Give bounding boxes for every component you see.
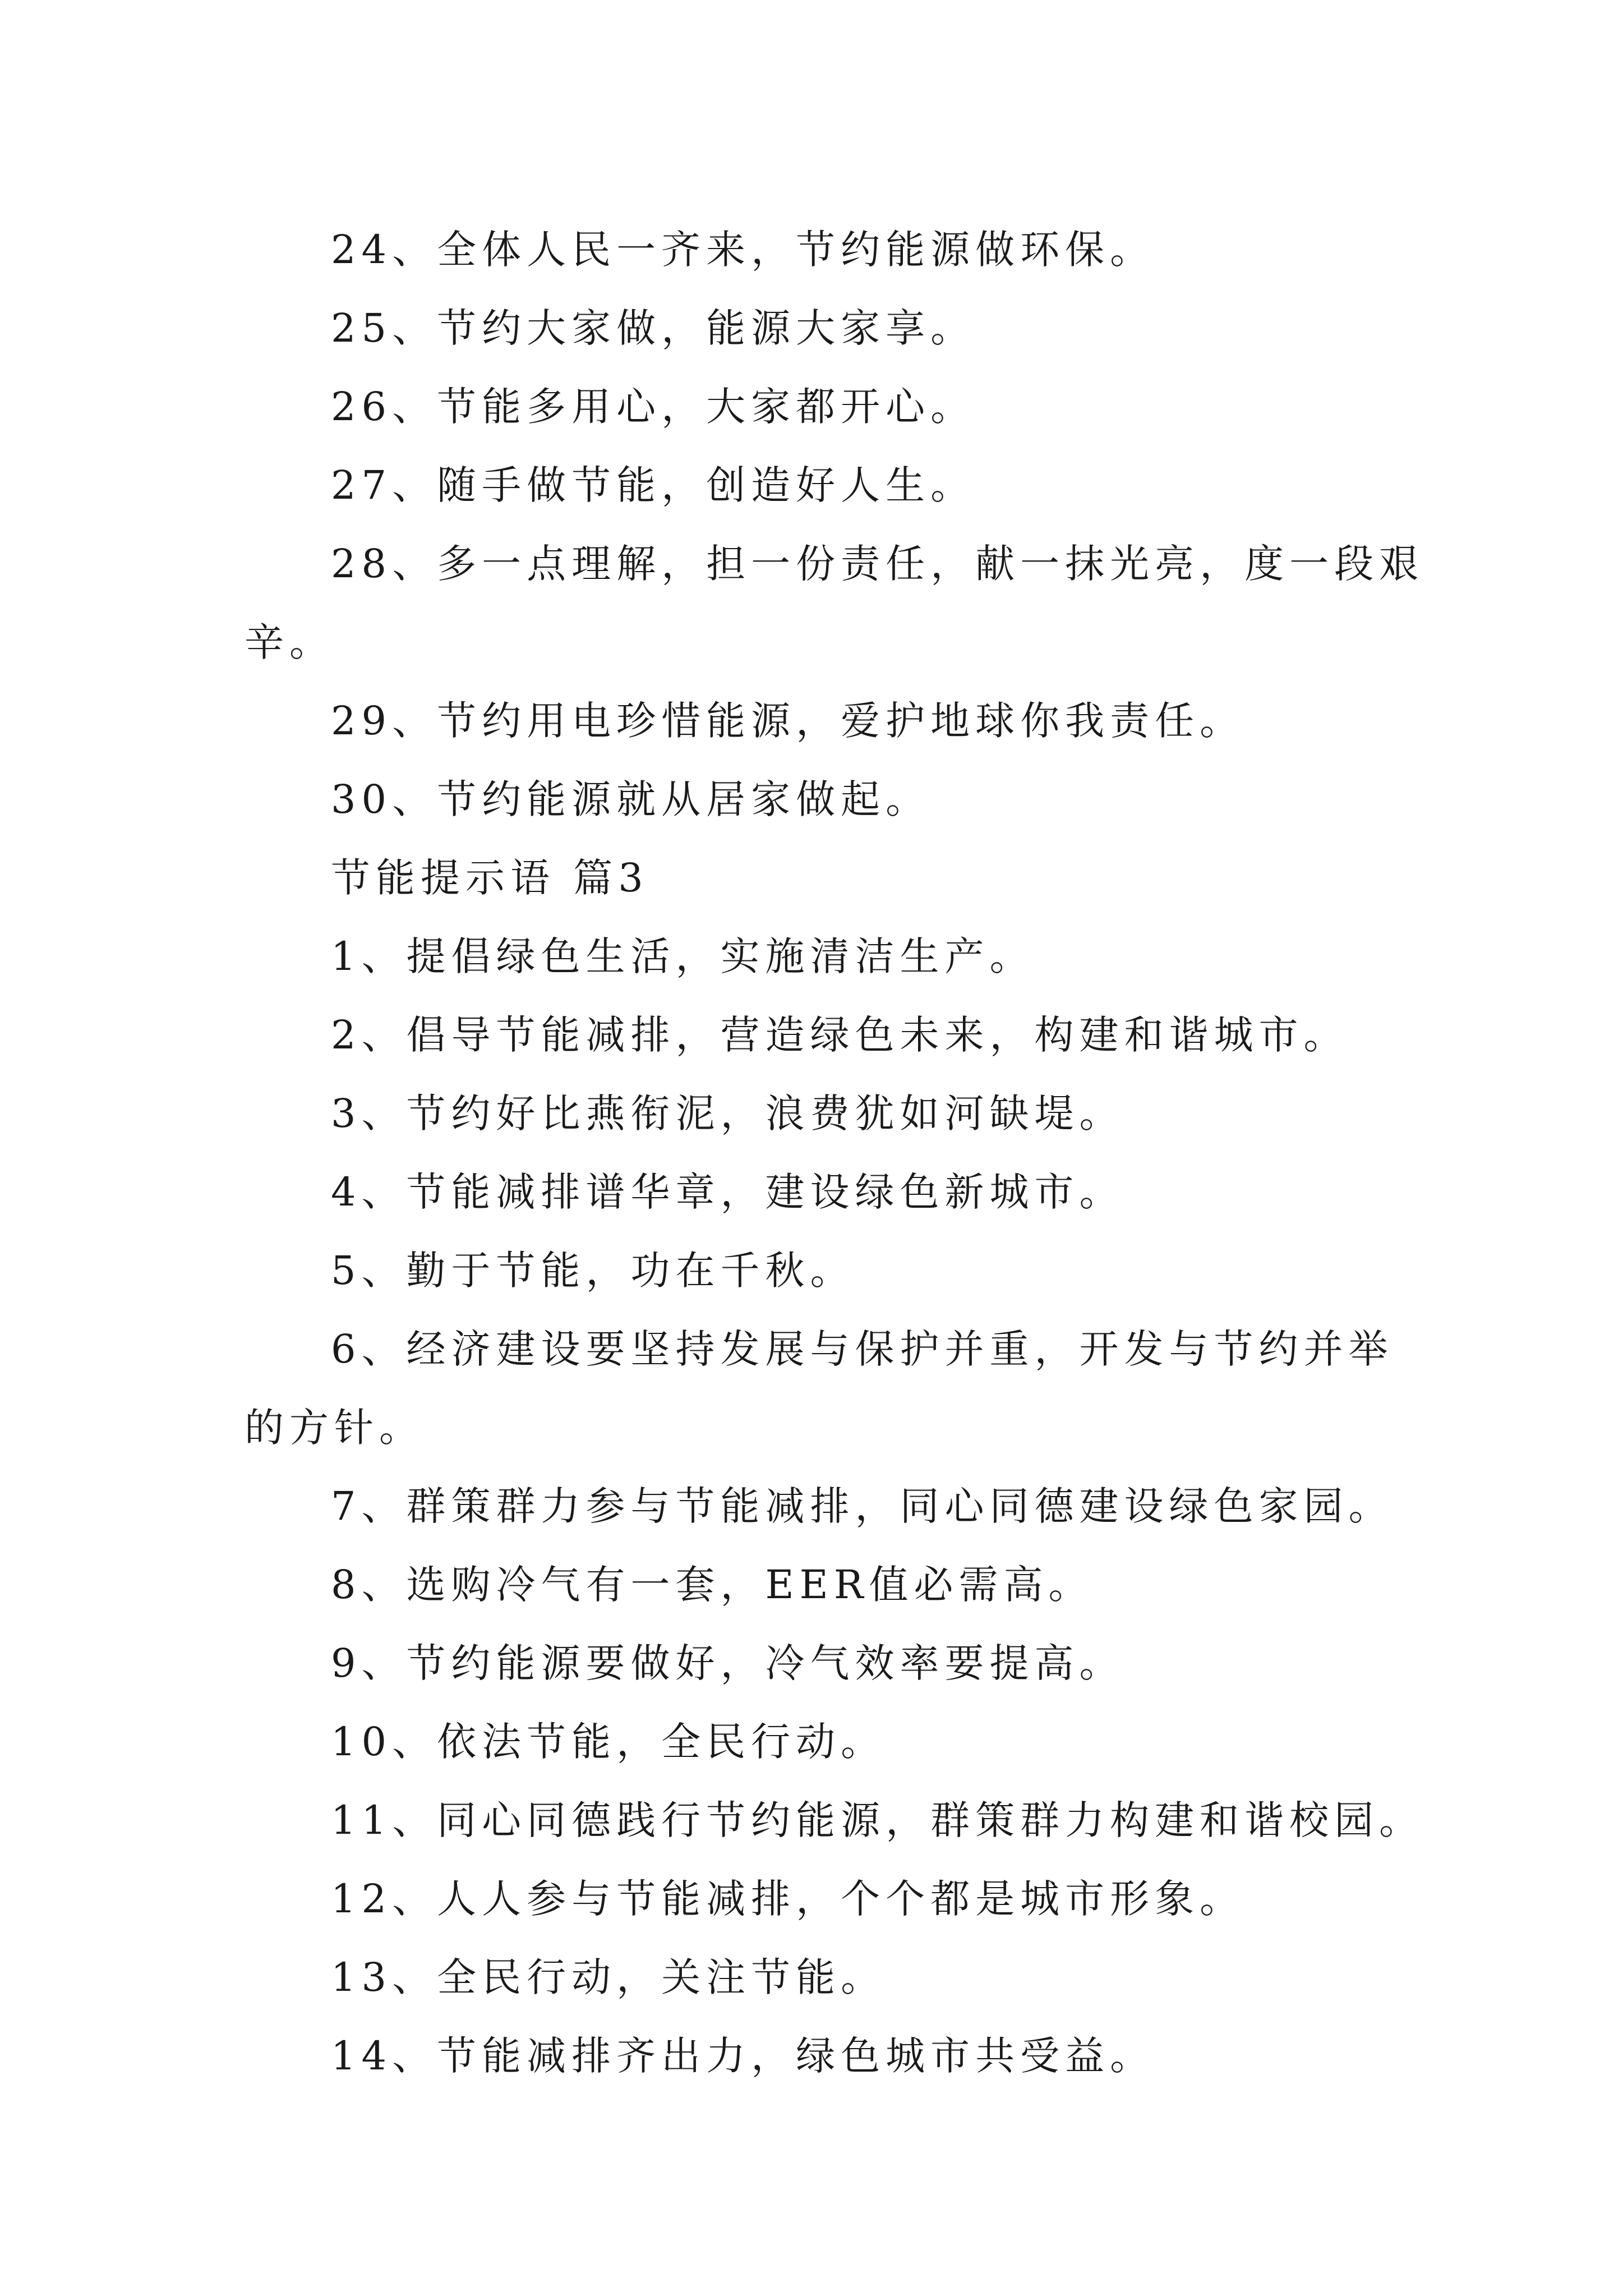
slogan-line: 28、多一点理解，担一份责任，献一抹光亮，度一段艰 [331,541,1424,587]
slogan-line: 13、全民行动，关注节能。 [331,1954,886,2000]
slogan-line: 11、同心同德践行节约能源，群策群力构建和谐校园。 [331,1797,1424,1843]
section-heading: 节能提示语 篇3 [331,855,649,901]
slogan-line: 7、群策群力参与节能减排，同心同德建设绿色家园。 [331,1483,1394,1529]
slogan-line: 29、节约用电珍惜能源，爱护地球你我责任。 [331,698,1245,744]
slogan-line: 3、节约好比燕衔泥，浪费犹如河缺堤。 [331,1091,1124,1137]
slogan-line: 27、随手做节能，创造好人生。 [331,462,976,508]
slogan-line: 30、节约能源就从居家做起。 [331,776,931,822]
slogan-line: 12、人人参与节能减排，个个都是城市形象。 [331,1876,1245,1922]
slogan-line-continuation: 的方针。 [245,1405,424,1451]
slogan-line: 8、选购冷气有一套，EER值必需高。 [331,1562,1094,1608]
slogan-line: 1、提倡绿色生活，实施清洁生产。 [331,933,1035,979]
slogan-line: 4、节能减排谱华章，建设绿色新城市。 [331,1169,1124,1215]
slogan-line: 24、全体人民一齐来，节约能源做环保。 [331,227,1155,273]
slogan-line-continuation: 辛。 [245,619,334,665]
slogan-line: 9、节约能源要做好，冷气效率要提高。 [331,1640,1124,1686]
slogan-line: 25、节约大家做，能源大家享。 [331,305,976,351]
slogan-line: 5、勤于节能，功在千秋。 [331,1248,855,1294]
slogan-line: 26、节能多用心，大家都开心。 [331,384,976,430]
slogan-line: 14、节能减排齐出力，绿色城市共受益。 [331,2033,1155,2079]
slogan-line: 2、倡导节能减排，营造绿色未来，构建和谐城市。 [331,1012,1349,1058]
slogan-line: 10、依法节能，全民行动。 [331,1719,886,1765]
slogan-line: 6、经济建设要坚持发展与保护并重，开发与节约并举 [331,1326,1394,1372]
